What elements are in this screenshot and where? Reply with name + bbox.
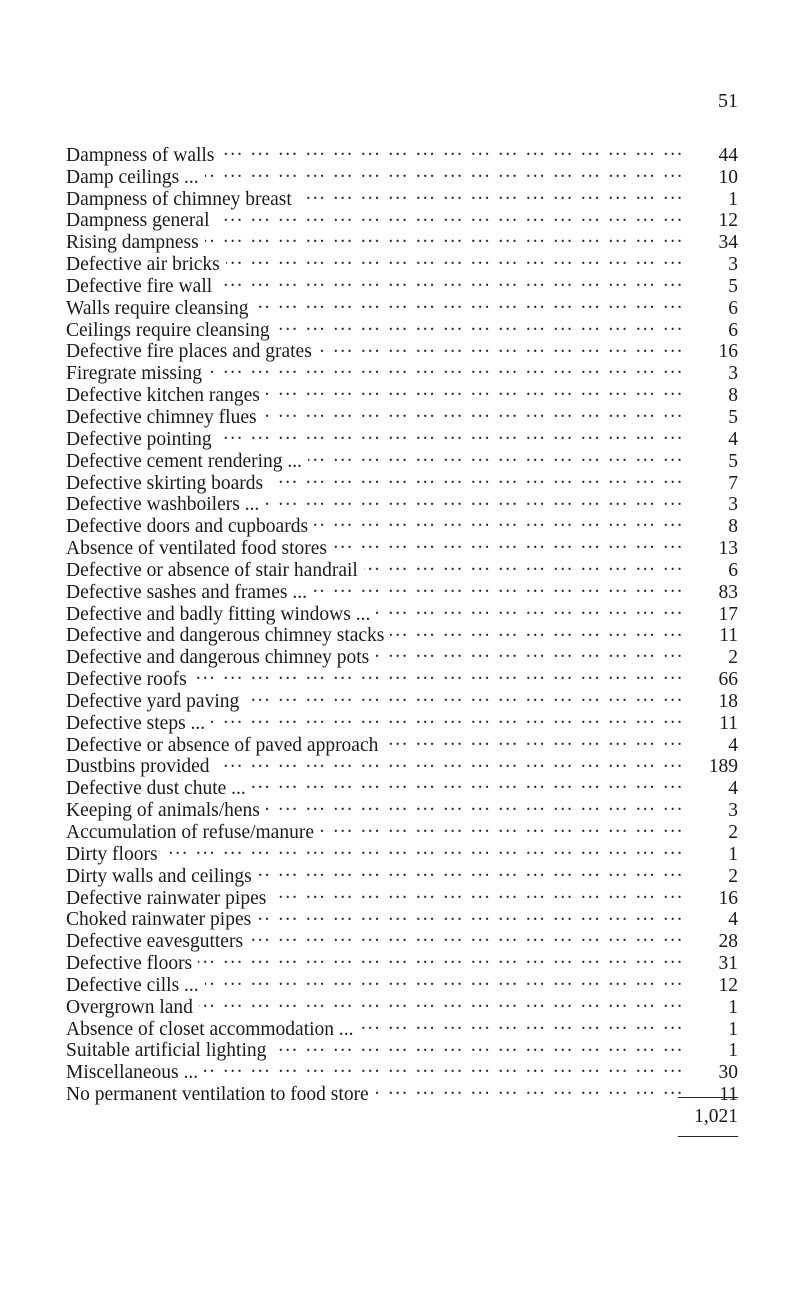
item-label: Defective washboilers ... — [66, 494, 260, 516]
item-label: Defective cills ... — [66, 974, 199, 996]
dot-leader — [313, 576, 684, 598]
item-count: 6 — [728, 297, 738, 319]
item-count: 16 — [718, 341, 738, 363]
dot-leader — [252, 772, 684, 794]
item-count: 5 — [728, 406, 738, 428]
list-item — [66, 838, 738, 865]
item-count: 11 — [719, 712, 738, 734]
item-count: 1 — [728, 1040, 738, 1062]
item-label: Defective chimney flues — [66, 406, 257, 428]
item-label: Keeping of animals/hens — [66, 800, 260, 822]
item-count: 7 — [728, 472, 738, 494]
dot-leader — [199, 991, 684, 1013]
item-label: Absence of closet accommodation ... — [66, 1018, 354, 1040]
dot-leader — [205, 969, 684, 991]
item-count: 66 — [718, 669, 738, 691]
item-label: Defective dust chute ... — [66, 778, 246, 800]
dot-leader — [364, 554, 684, 576]
item-count: 18 — [718, 690, 738, 712]
item-label: Defective and dangerous chimney pots — [66, 647, 370, 669]
dot-leader — [216, 751, 684, 773]
dot-leader — [216, 205, 685, 227]
item-label: Dampness general — [66, 210, 210, 232]
item-count: 4 — [728, 428, 738, 450]
dot-leader — [245, 685, 684, 707]
dot-leader — [220, 139, 684, 161]
dot-leader — [205, 161, 684, 183]
list-item — [66, 139, 738, 166]
item-label: Overgrown land — [66, 996, 193, 1018]
dot-leader — [211, 707, 684, 729]
item-count: 83 — [718, 581, 738, 603]
dot-leader — [204, 1056, 684, 1078]
item-count: 4 — [728, 734, 738, 756]
item-label: Defective cement rendering ... — [66, 450, 303, 472]
dot-leader — [205, 226, 684, 248]
item-label: Dampness of walls — [66, 144, 215, 166]
dot-leader — [257, 904, 684, 926]
item-count: 10 — [718, 166, 738, 188]
item-label: Defective skirting boards — [66, 472, 264, 494]
dot-leader — [375, 641, 684, 663]
item-label: Defective floors — [66, 953, 193, 975]
dot-leader — [164, 838, 684, 860]
item-label: Defective roofs — [66, 669, 187, 691]
item-count: 13 — [718, 538, 738, 560]
item-label: Absence of ventilated food stores — [66, 538, 328, 560]
item-count: 16 — [718, 887, 738, 909]
item-label: Firegrate missing — [66, 363, 202, 385]
item-label: Defective or absence of paved approach — [66, 734, 379, 756]
dot-leader — [226, 248, 684, 270]
item-label: Defective fire places and grates — [66, 341, 312, 363]
item-label: Defective pointing — [66, 428, 212, 450]
item-count: 2 — [728, 647, 738, 669]
item-count: 3 — [728, 254, 738, 276]
item-count: 1 — [728, 1018, 738, 1040]
dot-leader — [263, 401, 684, 423]
item-label: Defective kitchen ranges — [66, 385, 260, 407]
item-count: 5 — [728, 275, 738, 297]
item-label: Defective air bricks — [66, 254, 220, 276]
item-label: Defective sashes and frames ... — [66, 581, 307, 603]
item-label: Defective and badly fitting windows ... — [66, 603, 371, 625]
item-count: 8 — [728, 385, 738, 407]
item-label: Choked rainwater pipes — [66, 909, 252, 931]
item-label: Walls require cleansing — [66, 297, 249, 319]
list-item — [66, 860, 738, 887]
dot-leader — [255, 292, 684, 314]
page-number: 51 — [718, 90, 738, 112]
dot-leader — [360, 1013, 684, 1035]
item-count: 3 — [728, 800, 738, 822]
dot-leader — [390, 620, 684, 642]
dot-leader — [320, 816, 684, 838]
dot-leader — [249, 925, 684, 947]
dot-leader — [384, 729, 684, 751]
item-count: 6 — [728, 319, 738, 341]
dot-leader — [208, 357, 684, 379]
item-count: 5 — [728, 450, 738, 472]
item-count: 28 — [718, 931, 738, 953]
dot-leader — [218, 423, 684, 445]
item-label: Ceilings require cleansing — [66, 319, 270, 341]
dot-leader — [265, 489, 684, 511]
item-label: Defective fire wall — [66, 275, 213, 297]
total-rule-top — [678, 1097, 738, 1098]
item-count: 31 — [718, 953, 738, 975]
item-count: 12 — [718, 974, 738, 996]
item-label: Defective eavesgutters — [66, 931, 244, 953]
item-label: Suitable artificial lighting — [66, 1040, 267, 1062]
item-label: Dirty floors — [66, 843, 158, 865]
item-label: Dustbins provided — [66, 756, 210, 778]
item-count: 8 — [728, 516, 738, 538]
item-count: 3 — [728, 494, 738, 516]
item-count: 2 — [728, 822, 738, 843]
item-count: 11 — [719, 625, 738, 647]
item-count: 4 — [728, 909, 738, 931]
item-count: 3 — [728, 363, 738, 385]
item-label: Dirty walls and ceilings — [66, 865, 252, 887]
item-count: 1 — [728, 188, 738, 210]
dot-leader — [193, 663, 684, 685]
item-label: Defective and dangerous chimney stacks — [66, 625, 385, 647]
item-count: 30 — [718, 1062, 738, 1084]
dot-leader — [272, 1035, 684, 1057]
item-count: 44 — [718, 144, 738, 166]
dot-leader — [314, 510, 684, 532]
dot-leader — [376, 598, 684, 620]
item-count: 1 — [728, 843, 738, 865]
item-label: Defective yard paving — [66, 690, 240, 712]
item-count: 4 — [728, 778, 738, 800]
dot-leader — [198, 947, 684, 969]
item-label: Miscellaneous ... — [66, 1062, 199, 1084]
dot-leader — [333, 532, 684, 554]
item-label: Rising dampness — [66, 232, 199, 254]
total-rule-bottom — [678, 1136, 738, 1137]
item-label: Defective steps ... — [66, 712, 206, 734]
dot-leader — [218, 270, 684, 292]
dot-leader — [266, 794, 684, 816]
dot-leader — [375, 1078, 684, 1100]
dot-leader — [308, 445, 684, 467]
item-label: Defective rainwater pipes — [66, 887, 267, 909]
total-value: 1,021 — [694, 1106, 738, 1127]
item-label: Accumulation of refuse/manure — [66, 822, 314, 843]
item-count: 1 — [728, 996, 738, 1018]
item-label: Defective or absence of stair handrail — [66, 559, 358, 581]
dot-leader — [298, 183, 684, 205]
dot-leader — [266, 379, 684, 401]
dot-leader — [269, 467, 684, 489]
item-label: Defective doors and cupboards — [66, 516, 309, 538]
dot-leader — [318, 336, 684, 358]
item-label: No permanent ventilation to food store — [66, 1084, 369, 1106]
item-count: 11 — [719, 1084, 738, 1106]
item-count: 12 — [718, 210, 738, 232]
dot-leader — [276, 314, 684, 336]
item-count: 6 — [728, 559, 738, 581]
item-count: 17 — [718, 603, 738, 625]
item-count: 2 — [728, 865, 738, 887]
item-count: 189 — [708, 756, 738, 778]
item-label: Damp ceilings ... — [66, 166, 199, 188]
dot-leader — [258, 860, 684, 882]
item-count: 34 — [718, 232, 738, 254]
item-label: Dampness of chimney breast — [66, 188, 292, 210]
defects-list — [66, 139, 738, 1106]
dot-leader — [272, 882, 684, 904]
